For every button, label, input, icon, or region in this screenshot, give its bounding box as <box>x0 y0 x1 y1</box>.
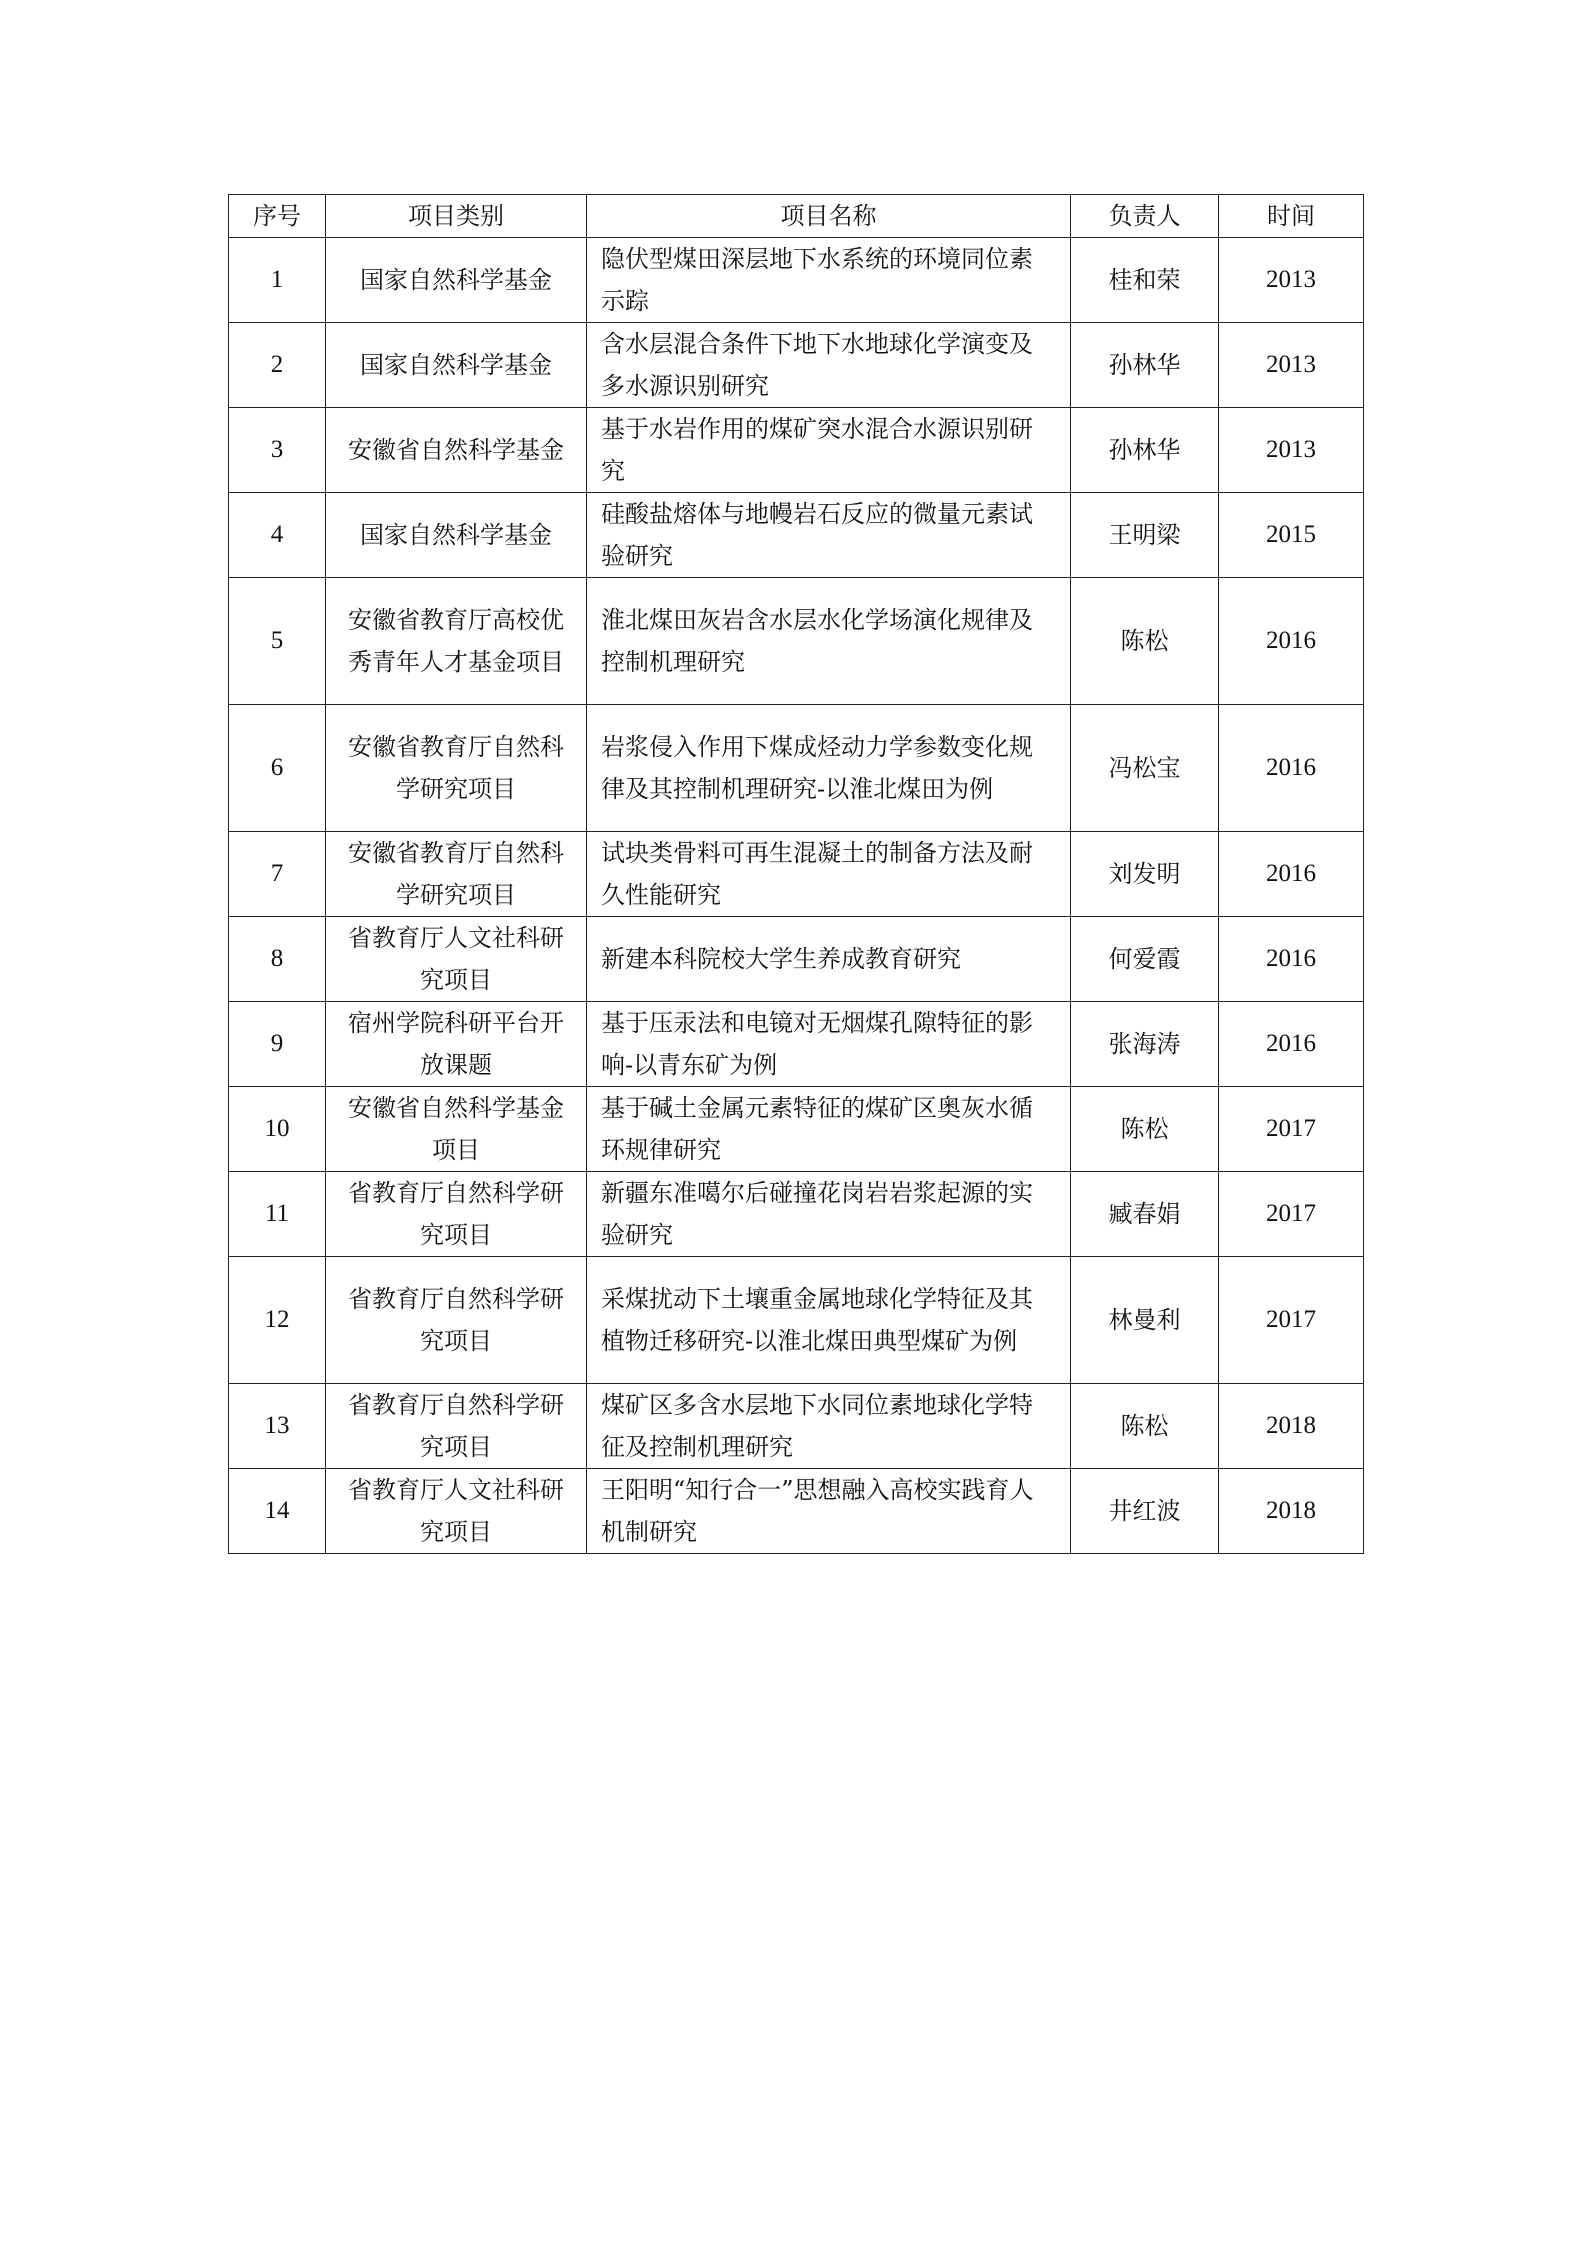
cell-owner: 孙林华 <box>1071 323 1219 408</box>
table-row <box>229 917 1364 1002</box>
cell-name: 隐伏型煤田深层地下水系统的环境同位素示踪 <box>587 238 1071 323</box>
cell-year: 2013 <box>1219 323 1364 408</box>
table-row <box>229 1384 1364 1469</box>
cell-year: 2017 <box>1219 1087 1364 1172</box>
cell-category: 省教育厅自然科学研究项目 <box>326 1257 587 1384</box>
cell-category: 安徽省教育厅自然科学研究项目 <box>326 832 587 917</box>
table-body <box>229 238 1364 1554</box>
header-owner: 负责人 <box>1071 195 1219 238</box>
cell-name: 试块类骨料可再生混凝土的制备方法及耐久性能研究 <box>587 832 1071 917</box>
table-row <box>229 1172 1364 1257</box>
cell-name: 王阳明“知行合一”思想融入高校实践育人机制研究 <box>587 1469 1071 1554</box>
cell-owner: 臧春娟 <box>1071 1172 1219 1257</box>
cell-name: 煤矿区多含水层地下水同位素地球化学特征及控制机理研究 <box>587 1384 1071 1469</box>
cell-category: 省教育厅自然科学研究项目 <box>326 1172 587 1257</box>
cell-name: 淮北煤田灰岩含水层水化学场演化规律及控制机理研究 <box>587 578 1071 705</box>
cell-year: 2013 <box>1219 238 1364 323</box>
cell-category: 国家自然科学基金 <box>326 493 587 578</box>
cell-name: 新疆东准噶尔后碰撞花岗岩岩浆起源的实验研究 <box>587 1172 1071 1257</box>
cell-year: 2015 <box>1219 493 1364 578</box>
cell-name: 岩浆侵入作用下煤成烃动力学参数变化规律及其控制机理研究-以淮北煤田为例 <box>587 705 1071 832</box>
cell-no: 12 <box>229 1257 326 1384</box>
table-row <box>229 493 1364 578</box>
cell-owner: 冯松宝 <box>1071 705 1219 832</box>
header-category: 项目类别 <box>326 195 587 238</box>
cell-year: 2018 <box>1219 1469 1364 1554</box>
cell-owner: 张海涛 <box>1071 1002 1219 1087</box>
cell-no: 11 <box>229 1172 326 1257</box>
cell-category: 安徽省自然科学基金项目 <box>326 1087 587 1172</box>
cell-name: 新建本科院校大学生养成教育研究 <box>587 917 1071 1002</box>
cell-no: 8 <box>229 917 326 1002</box>
cell-category: 安徽省自然科学基金 <box>326 408 587 493</box>
table-row <box>229 323 1364 408</box>
cell-year: 2016 <box>1219 832 1364 917</box>
cell-owner: 何爱霞 <box>1071 917 1219 1002</box>
cell-no: 1 <box>229 238 326 323</box>
table-row <box>229 238 1364 323</box>
table-row <box>229 408 1364 493</box>
cell-owner: 桂和荣 <box>1071 238 1219 323</box>
cell-owner: 刘发明 <box>1071 832 1219 917</box>
cell-no: 13 <box>229 1384 326 1469</box>
table-row <box>229 1257 1364 1384</box>
cell-owner: 陈松 <box>1071 1087 1219 1172</box>
cell-owner: 井红波 <box>1071 1469 1219 1554</box>
cell-no: 4 <box>229 493 326 578</box>
header-name: 项目名称 <box>587 195 1071 238</box>
header-no: 序号 <box>229 195 326 238</box>
cell-owner: 陈松 <box>1071 1384 1219 1469</box>
table-row <box>229 1002 1364 1087</box>
cell-category: 省教育厅人文社科研究项目 <box>326 917 587 1002</box>
cell-no: 3 <box>229 408 326 493</box>
cell-category: 省教育厅自然科学研究项目 <box>326 1384 587 1469</box>
cell-category: 省教育厅人文社科研究项目 <box>326 1469 587 1554</box>
cell-category: 国家自然科学基金 <box>326 238 587 323</box>
projects-table <box>228 194 1364 1554</box>
table-row <box>229 705 1364 832</box>
header-year: 时间 <box>1219 195 1364 238</box>
cell-name: 基于水岩作用的煤矿突水混合水源识别研究 <box>587 408 1071 493</box>
cell-name: 硅酸盐熔体与地幔岩石反应的微量元素试验研究 <box>587 493 1071 578</box>
table-row <box>229 1087 1364 1172</box>
cell-no: 5 <box>229 578 326 705</box>
cell-no: 6 <box>229 705 326 832</box>
cell-no: 14 <box>229 1469 326 1554</box>
cell-category: 宿州学院科研平台开放课题 <box>326 1002 587 1087</box>
cell-owner: 陈松 <box>1071 578 1219 705</box>
cell-category: 安徽省教育厅自然科学研究项目 <box>326 705 587 832</box>
cell-category: 国家自然科学基金 <box>326 323 587 408</box>
table-header <box>229 195 1364 238</box>
table-row <box>229 1469 1364 1554</box>
cell-no: 10 <box>229 1087 326 1172</box>
cell-year: 2013 <box>1219 408 1364 493</box>
table-row <box>229 578 1364 705</box>
cell-year: 2016 <box>1219 578 1364 705</box>
cell-no: 7 <box>229 832 326 917</box>
header-row <box>229 195 1364 238</box>
cell-name: 基于压汞法和电镜对无烟煤孔隙特征的影响-以青东矿为例 <box>587 1002 1071 1087</box>
cell-name: 采煤扰动下土壤重金属地球化学特征及其植物迁移研究-以淮北煤田典型煤矿为例 <box>587 1257 1071 1384</box>
cell-owner: 王明梁 <box>1071 493 1219 578</box>
cell-category: 安徽省教育厅高校优秀青年人才基金项目 <box>326 578 587 705</box>
cell-year: 2017 <box>1219 1172 1364 1257</box>
table-row <box>229 832 1364 917</box>
cell-no: 2 <box>229 323 326 408</box>
cell-owner: 林曼利 <box>1071 1257 1219 1384</box>
cell-year: 2017 <box>1219 1257 1364 1384</box>
cell-year: 2016 <box>1219 917 1364 1002</box>
cell-year: 2016 <box>1219 705 1364 832</box>
cell-year: 2016 <box>1219 1002 1364 1087</box>
cell-name: 基于碱土金属元素特征的煤矿区奥灰水循环规律研究 <box>587 1087 1071 1172</box>
cell-owner: 孙林华 <box>1071 408 1219 493</box>
cell-name: 含水层混合条件下地下水地球化学演变及多水源识别研究 <box>587 323 1071 408</box>
cell-year: 2018 <box>1219 1384 1364 1469</box>
cell-no: 9 <box>229 1002 326 1087</box>
